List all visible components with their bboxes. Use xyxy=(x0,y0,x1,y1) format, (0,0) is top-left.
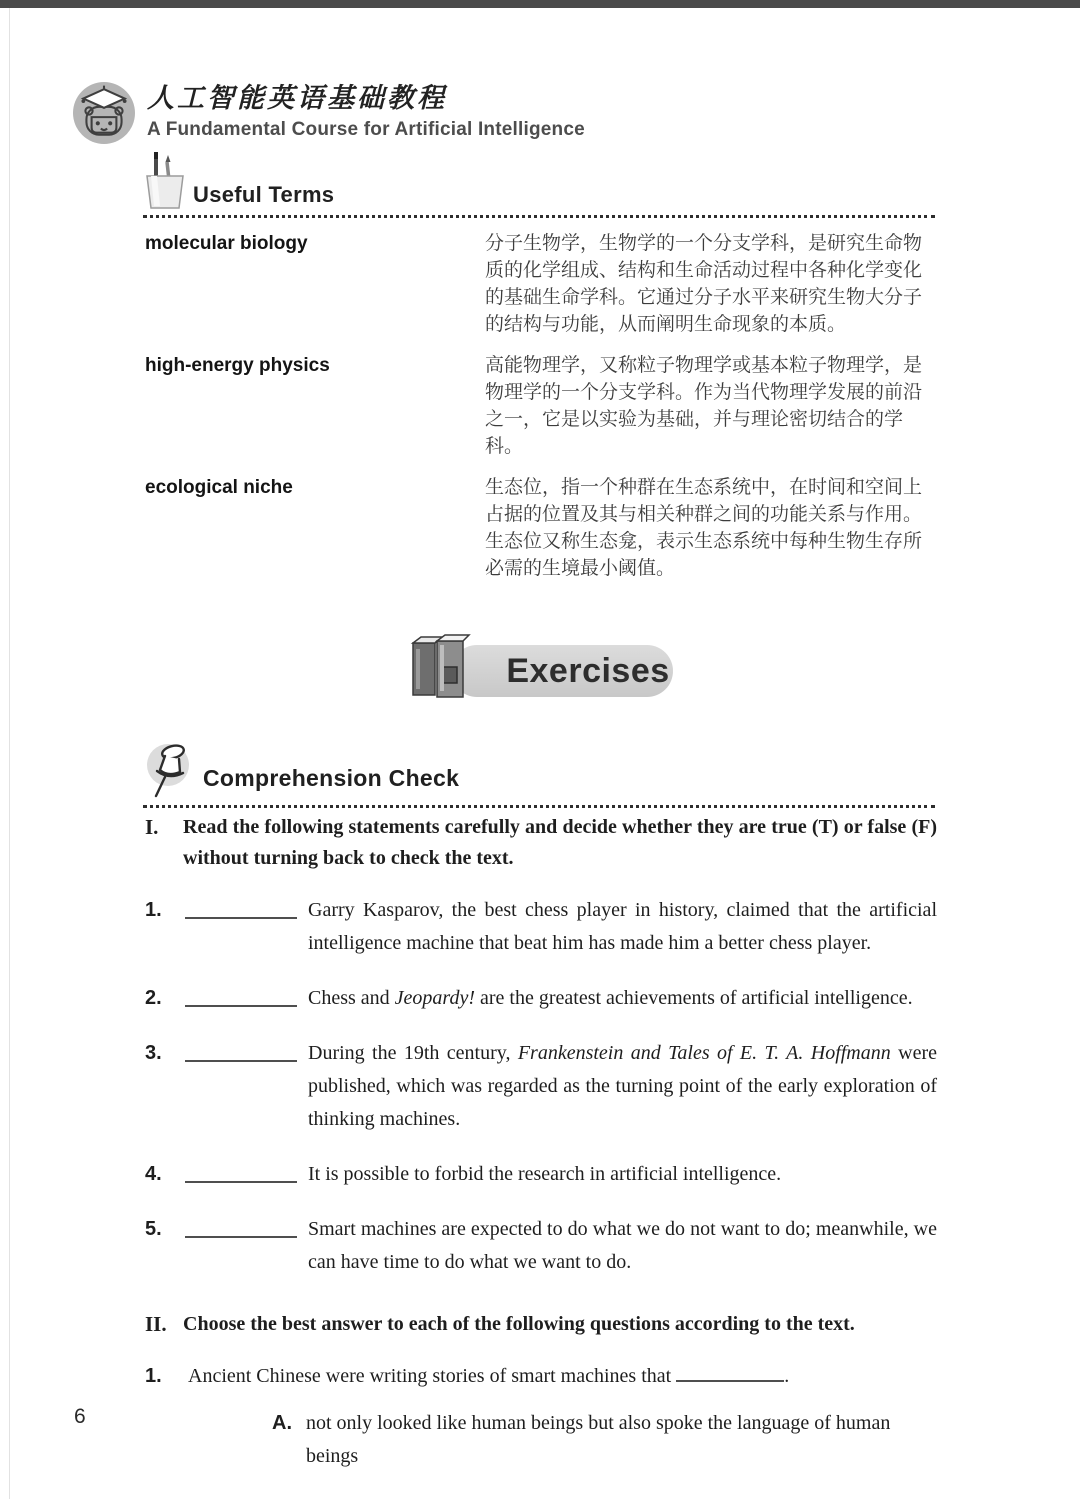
term-row-ecological-niche xyxy=(145,474,935,582)
section-1-instruction: Read the following statements carefully and decide whether they are true (T) or false (F) without turning back to check the text. xyxy=(183,816,937,869)
item-number: 5. xyxy=(145,1218,162,1240)
page-number: 6 xyxy=(74,1405,86,1428)
section-1-numeral: I. xyxy=(145,815,159,839)
dotted-divider xyxy=(143,805,935,808)
item-number: 3. xyxy=(145,1042,162,1064)
definition-line: 分子生物学，生物学的一个分支学科，是研究生命物 xyxy=(485,232,923,254)
question-segment: Ancient Chinese were writing stories of smart machines that xyxy=(188,1365,672,1387)
exercises-banner-label: Exercises xyxy=(506,651,670,690)
term-definition xyxy=(485,352,935,460)
statement-segment: Smart machines are expected to do what we do not want to do; meanwhile, we can have time to do what we want to do. xyxy=(308,1218,937,1273)
question-segment: . xyxy=(784,1365,790,1387)
useful-terms-list xyxy=(145,230,935,596)
inline-answer-blank[interactable] xyxy=(676,1362,784,1382)
statement-segment: It is possible to forbid the research in artificial intelligence. xyxy=(308,1163,782,1185)
top-bar xyxy=(0,0,1080,8)
statement-text xyxy=(308,1037,937,1136)
book-header xyxy=(73,82,585,144)
book-title-english: A Fundamental Course for Artificial Intelligence xyxy=(147,119,585,140)
section-2 xyxy=(145,1309,937,1473)
definition-line: 必需的生境最小阈值。 xyxy=(485,557,676,579)
answer-blank[interactable] xyxy=(185,1037,297,1062)
useful-terms-header xyxy=(143,150,935,218)
comprehension-check-title: Comprehension Check xyxy=(203,765,460,791)
tf-item-5 xyxy=(145,1213,937,1279)
definition-line: 之一，它是以实验为基础，并与理论密切结合的学科。 xyxy=(485,408,904,457)
definition-line: 物理学的一个分支学科。作为当代物理学发展的前沿 xyxy=(485,381,923,403)
term-name: ecological niche xyxy=(145,477,293,498)
term-row-molecular-biology xyxy=(145,230,935,338)
term-name: high-energy physics xyxy=(145,355,330,376)
answer-blank[interactable] xyxy=(185,1158,297,1183)
section-2-instruction: Choose the best answer to each of the following questions according to the text. xyxy=(183,1313,855,1335)
statement-text xyxy=(308,1158,937,1191)
dotted-divider xyxy=(143,215,935,218)
robot-graduate-logo-icon xyxy=(73,82,135,144)
answer-blank[interactable] xyxy=(185,894,297,919)
definition-line: 占据的位置及其与相关种群之间的功能关系与作用。 xyxy=(485,503,923,525)
useful-terms-title: Useful Terms xyxy=(193,182,335,207)
item-number: 2. xyxy=(145,987,162,1009)
definition-line: 高能物理学，又称粒子物理学或基本粒子物理学，是 xyxy=(485,354,923,376)
pencil-cup-icon xyxy=(143,150,185,210)
definition-line: 生态位，指一个种群在生态系统中，在时间和空间上 xyxy=(485,476,923,498)
mc-option-a[interactable] xyxy=(145,1407,937,1473)
statement-segment-italic: Jeopardy! xyxy=(394,987,476,1009)
option-text: not only looked like human beings but also spoke the language of human beings xyxy=(306,1412,891,1467)
definition-line: 质的化学组成、结构和生命活动过程中各种化学变化 xyxy=(485,259,923,281)
comprehension-check-header xyxy=(143,740,935,808)
item-number: 4. xyxy=(145,1163,162,1185)
tf-item-1 xyxy=(145,894,937,960)
answer-blank-col xyxy=(185,1213,308,1279)
tf-item-2 xyxy=(145,982,937,1015)
statement-segment: Garry Kasparov, the best chess player in history, claimed that the artificial intelligence machine that beat him has made him a better chess player. xyxy=(308,899,937,954)
item-number: 1. xyxy=(145,899,162,921)
term-row-high-energy-physics xyxy=(145,352,935,460)
section-2-numeral: II. xyxy=(145,1312,167,1336)
statement-segment: Chess and xyxy=(308,987,395,1009)
answer-blank-col xyxy=(185,1037,308,1136)
item-number: 1. xyxy=(145,1365,162,1387)
definition-line: 生态位又称生态龛，表示生态系统中每种生物生存所 xyxy=(485,530,923,552)
definition-line: 的结构与功能，从而阐明生命现象的本质。 xyxy=(485,313,847,335)
book-title-chinese: 人工智能英语基础教程 xyxy=(147,83,447,114)
page-edge-line xyxy=(9,8,10,1499)
true-false-items xyxy=(145,894,937,1279)
statement-segment: are the greatest achievements of artificial intelligence. xyxy=(475,987,913,1009)
definition-line: 的基础生命学科。它通过分子水平来研究生物大分子 xyxy=(485,286,923,308)
statement-segment: were published, which was regarded as the turning point of the early exploration of thinking machines. xyxy=(308,1042,937,1130)
option-label: A. xyxy=(272,1412,292,1434)
comprehension-body xyxy=(145,812,937,1473)
tf-item-3 xyxy=(145,1037,937,1136)
term-definition xyxy=(485,230,935,338)
answer-blank-col xyxy=(185,894,308,960)
answer-blank[interactable] xyxy=(185,982,297,1007)
mc-item-1 xyxy=(145,1360,937,1393)
answer-blank-col xyxy=(185,1158,308,1191)
pushpin-icon xyxy=(143,740,195,800)
question-text xyxy=(188,1360,937,1393)
term-definition xyxy=(485,474,935,582)
tf-item-4 xyxy=(145,1158,937,1191)
exercises-banner xyxy=(405,627,673,705)
book-titles xyxy=(147,82,585,141)
statement-segment-italic: Frankenstein and Tales of E. T. A. Hoffmann xyxy=(517,1042,891,1064)
statement-segment: During the 19th century, xyxy=(308,1042,518,1064)
statement-text xyxy=(308,894,937,960)
term-name: molecular biology xyxy=(145,233,308,254)
statement-text xyxy=(308,982,937,1015)
statement-text xyxy=(308,1213,937,1279)
section-1-instruction-row xyxy=(145,812,937,874)
answer-blank[interactable] xyxy=(185,1213,297,1238)
answer-blank-col xyxy=(185,982,308,1015)
books-icon xyxy=(405,627,471,705)
section-2-instruction-row xyxy=(145,1309,937,1340)
